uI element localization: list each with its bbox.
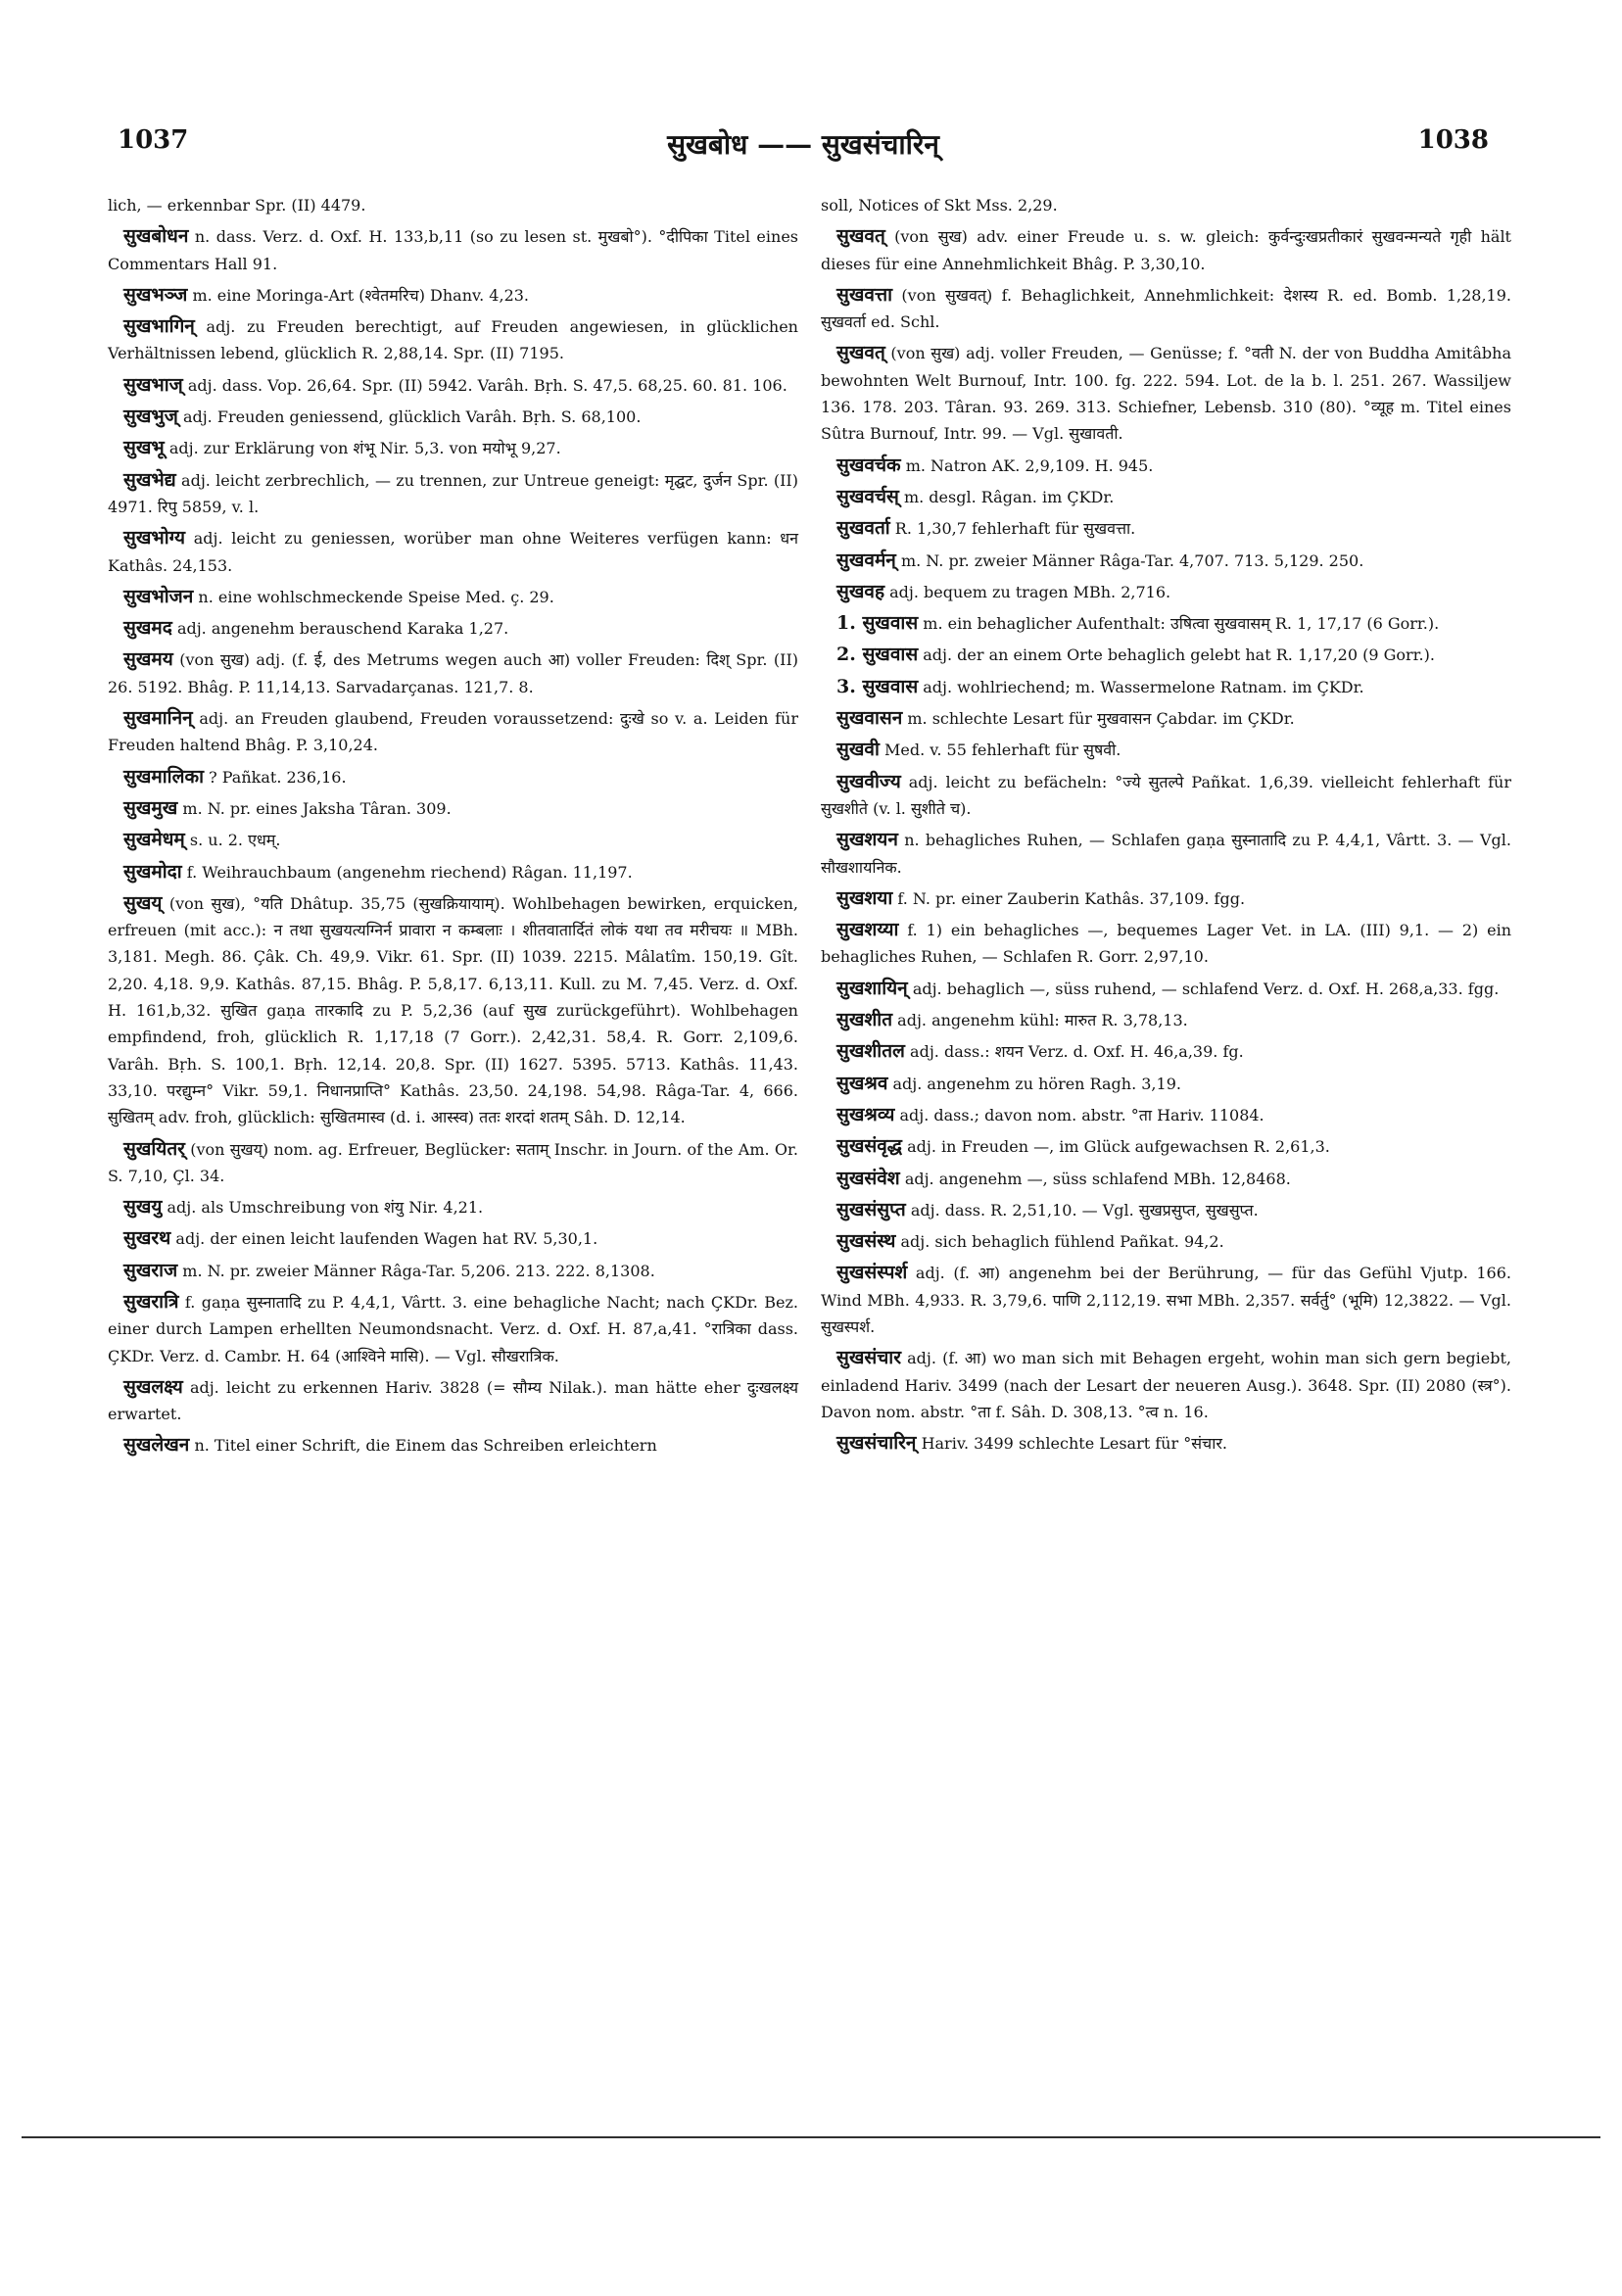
entry-text: adj. der einen leicht laufenden Wagen hat RV. 5,30,1. bbox=[175, 1229, 598, 1249]
dictionary-entry bbox=[108, 1289, 798, 1369]
entry-headword: सुखभोजन bbox=[123, 585, 194, 607]
dictionary-entry bbox=[821, 223, 1511, 277]
entry-headword: सुखभञ्ज bbox=[123, 283, 188, 306]
entry-text: adj. der an einem Orte behaglich gelebt hat R. 1,17,20 (9 Gorr.). bbox=[923, 646, 1435, 665]
entry-headword: सुखशयन bbox=[836, 829, 898, 851]
entry-text: adj. dass. R. 2,51,10. — Vgl. सुखप्रसुप्त, सुखसुप्त. bbox=[910, 1200, 1259, 1220]
entry-headword: सुखसंवृद्ध bbox=[836, 1135, 902, 1158]
dictionary-entry bbox=[108, 584, 798, 610]
entry-headword: सुखय् bbox=[123, 891, 163, 914]
entry-text: n. dass. Verz. d. Oxf. H. 133,b,11 (so zu lesen st. मुखबो°). °दीपिका Titel eines Commentars Hall 91. bbox=[108, 227, 799, 273]
entry-headword: सुखसंचार bbox=[836, 1347, 901, 1369]
dictionary-entry bbox=[821, 976, 1511, 1002]
entry-text: adj. (f. आ) wo man sich mit Behagen ergeht, wohin man sich gern begiebt, einladend Hariv. 3499 (nach der Lesart der neueren Ausg.). 3648. Spr. (II) 2080 (स्त्र°). Davon nom. abstr. °ता f. Sâh. D. 308,13. °त्व n. 16. bbox=[821, 1349, 1511, 1421]
entry-text: s. u. 2. एधम्. bbox=[189, 831, 281, 850]
dictionary-entry bbox=[821, 484, 1511, 510]
entry-text: adj. dass.: शयन Verz. d. Oxf. H. 46,a,39. fg. bbox=[910, 1042, 1244, 1062]
page-title: सुखबोध —— सुखसंचारिन् bbox=[667, 128, 939, 161]
entry-text: m. desgl. Râgan. im ÇKDr. bbox=[903, 487, 1115, 506]
entry-headword: सुखशीत bbox=[836, 1009, 893, 1031]
dictionary-entry bbox=[821, 515, 1511, 542]
left-column bbox=[108, 192, 798, 1464]
dictionary-entry bbox=[108, 404, 798, 430]
dictionary-entry bbox=[108, 615, 798, 642]
entry-headword: सुखवत् bbox=[836, 342, 885, 364]
dictionary-entry bbox=[108, 705, 798, 759]
dictionary-entry bbox=[821, 1166, 1511, 1192]
entry-text: f. Weihrauchbaum (angenehm riechend) Râgan. 11,197. bbox=[186, 862, 633, 882]
page-header bbox=[118, 125, 1489, 168]
entry-headword: सुखरात्रि bbox=[123, 1290, 179, 1313]
entry-headword: सुखशया bbox=[836, 886, 893, 909]
entry-text: Med. v. 55 fehlerhaft für सुषवी. bbox=[883, 741, 1121, 760]
entry-text: adj. angenehm kühl: मारुत R. 3,78,13. bbox=[897, 1011, 1188, 1030]
entry-text: R. 1,30,7 fehlerhaft für सुखवत्ता. bbox=[894, 519, 1136, 539]
dictionary-entry bbox=[821, 642, 1511, 668]
entry-text: m. Natron AK. 2,9,109. H. 945. bbox=[905, 455, 1154, 475]
entry-headword: सुखभाज् bbox=[123, 373, 183, 396]
entry-headword: सुखवत्ता bbox=[836, 283, 893, 306]
entry-headword: सुखवर्चस् bbox=[836, 485, 899, 507]
entry-headword: सुखभुज् bbox=[123, 406, 178, 428]
entry-text: n. eine wohlschmeckende Speise Med. ç. 29. bbox=[198, 587, 554, 606]
page-number-left: 1037 bbox=[118, 125, 189, 155]
entry-text: adj. leicht zu erkennen Hariv. 3828 (= सौम्य Nilak.). man hätte eher दुःखलक्ष्य erwartet. bbox=[108, 1377, 798, 1424]
entry-text: adj. Freuden geniessend, glücklich Varâh. Bṛh. S. 68,100. bbox=[182, 407, 642, 427]
entry-text: f. 1) ein behagliches —, bequemes Lager Vet. in LA. (III) 9,1. — 2) ein behagliches Ruhen, — Schlafen R. Gorr. 2,97,10. bbox=[821, 921, 1511, 967]
entry-headword: सुखमद bbox=[123, 617, 172, 640]
dictionary-entry bbox=[108, 764, 798, 790]
dictionary-entry bbox=[821, 579, 1511, 605]
entry-text: adj. zu Freuden berechtigt, auf Freuden angewiesen, in glücklichen Verhältnissen lebend, glücklich R. 2,88,14. Spr. (II) 7195. bbox=[108, 317, 798, 363]
dictionary-entry bbox=[821, 827, 1511, 881]
dictionary-entry bbox=[108, 1432, 798, 1459]
entry-headword: सुखराज bbox=[123, 1259, 178, 1281]
dictionary-entry bbox=[821, 610, 1511, 637]
dictionary-entry bbox=[821, 340, 1511, 447]
entry-text: soll, Notices of Skt Mss. 2,29. bbox=[821, 196, 1058, 215]
dictionary-entry bbox=[108, 435, 798, 461]
dictionary-entry bbox=[108, 372, 798, 399]
entry-headword: सुखभू bbox=[123, 437, 165, 459]
entry-text: m. eine Moringa-Art (श्वेतमरिच) Dhanv. 4,23. bbox=[192, 285, 530, 305]
dictionary-entry bbox=[821, 1430, 1511, 1457]
dictionary-entry bbox=[108, 1258, 798, 1284]
entry-headword: 3. सुखवास bbox=[836, 675, 919, 697]
entry-text: adj. (f. आ) angenehm bei der Berührung, — für das Gefühl Vjutp. 166. Wind MBh. 4,933. R. 3,79,6. पाणि 2,112,19. सभा MBh. 2,357. सर्वर्तु° (भूमि) 12,3822. — Vgl. सुखस्पर्श. bbox=[821, 1264, 1511, 1336]
entry-headword: सुखवह bbox=[836, 580, 885, 602]
entry-text: m. schlechte Lesart für मुखवासन Çabdar. im ÇKDr. bbox=[907, 709, 1295, 729]
entry-text: adj. wohlriechend; m. Wassermelone Ratnam. im ÇKDr. bbox=[923, 677, 1364, 696]
dictionary-entry bbox=[108, 1225, 798, 1252]
entry-text: adj. angenehm —, süss schlafend MBh. 12,8468. bbox=[904, 1169, 1291, 1188]
dictionary-entry bbox=[821, 885, 1511, 912]
dictionary-entry bbox=[821, 192, 1511, 218]
entry-text: adj. zur Erklärung von शंभू Nir. 5,3. von मयोभू 9,27. bbox=[168, 439, 561, 458]
entry-text: n. Titel einer Schrift, die Einem das Schreiben erleichtern bbox=[194, 1436, 657, 1456]
entry-headword: सुखमोदा bbox=[123, 860, 182, 883]
entry-headword: सुखलेखन bbox=[123, 1434, 190, 1457]
entry-headword: सुखसंसुप्त bbox=[836, 1198, 906, 1220]
entry-headword: सुखवर्चक bbox=[836, 454, 901, 476]
entry-headword: सुखरथ bbox=[123, 1227, 171, 1250]
entry-text: n. behagliches Ruhen, — Schlafen gaṇa सुस्नातादि zu P. 4,4,1, Vârtt. 3. — Vgl. सौखशायनिक. bbox=[821, 831, 1511, 877]
dictionary-entry bbox=[821, 1133, 1511, 1160]
entry-headword: सुखशय्या bbox=[836, 919, 899, 941]
entry-headword: सुखमानिन् bbox=[123, 707, 193, 730]
entry-headword: सुखवर्मन् bbox=[836, 549, 896, 571]
entry-text: f. N. pr. einer Zauberin Kathâs. 37,109. fgg. bbox=[897, 888, 1246, 908]
entry-text: lich, — erkennbar Spr. (II) 4479. bbox=[108, 196, 366, 215]
dictionary-entry bbox=[108, 223, 798, 277]
dictionary-entry bbox=[108, 282, 798, 309]
entry-headword: सुखलक्ष्य bbox=[123, 1375, 183, 1398]
entry-text: f. gaṇa सुस्नातादि zu P. 4,4,1, Vârtt. 3. eine behagliche Nacht; nach ÇKDr. Bez. einer durch Lampen erhellten Neumondsnacht. Verz. d. Oxf. H. 87,a,41. °रात्रिका dass. ÇKDr. Verz. d. Cambr. H. 64 (आश्विने मासि). — Vgl. सौखरात्रिक. bbox=[108, 1292, 798, 1365]
dictionary-entry bbox=[108, 1374, 798, 1428]
dictionary-entry bbox=[821, 737, 1511, 763]
dictionary-entry bbox=[821, 453, 1511, 479]
entry-text: adj. bequem zu tragen MBh. 2,716. bbox=[889, 582, 1171, 601]
entry-text: adj. dass. Vop. 26,64. Spr. (II) 5942. Varâh. Bṛh. S. 47,5. 68,25. 60. 81. 106. bbox=[187, 375, 787, 395]
entry-text: adj. angenehm berauschend Karaka 1,27. bbox=[176, 619, 509, 639]
entry-headword: सुखश्रव bbox=[836, 1072, 888, 1094]
dictionary-entry bbox=[108, 646, 798, 700]
entry-headword: सुखशायिन् bbox=[836, 977, 908, 999]
entry-text: (von सुखय्) nom. ag. Erfreuer, Beglücker: सताम् Inschr. in Journ. of the Am. Or. S. 7,10, Çl. 34. bbox=[108, 1139, 799, 1185]
page-number-right: 1038 bbox=[1417, 125, 1489, 155]
entry-headword: सुखमय bbox=[123, 648, 173, 671]
entry-text: (von सुख) adj. voller Freuden, — Genüsse; f. °वती N. der von Buddha Amitâbha bewohnten Welt Burnouf, Intr. 100. fg. 222. 594. Lot. de la b. l. 251. 267. Wassiljew 136. 178. 203. Târan. 93. 269. 313. Schiefner, Lebensb. 310 (80). °व्यूह m. Titel eines Sûtra Burnouf, Intr. 99. — Vgl. सुखावती. bbox=[821, 344, 1511, 444]
right-column bbox=[821, 192, 1511, 1461]
dictionary-entry bbox=[821, 1038, 1511, 1065]
entry-headword: सुखसंवेश bbox=[836, 1167, 900, 1189]
entry-text: adj. leicht zerbrechlich, — zu trennen, zur Untreue geneigt: मृद्घट, दुर्जन Spr. (II) 4971. रिपु 5859, v. l. bbox=[108, 470, 798, 516]
dictionary-entry bbox=[821, 917, 1511, 971]
entry-headword: सुखमालिका bbox=[123, 765, 204, 788]
dictionary-entry bbox=[821, 1102, 1511, 1128]
dictionary-entry bbox=[108, 467, 798, 521]
entry-headword: सुखमेधम् bbox=[123, 829, 185, 851]
entry-headword: सुखवासन bbox=[836, 707, 903, 730]
dictionary-entry bbox=[108, 795, 798, 822]
entry-headword: सुखमुख bbox=[123, 796, 178, 819]
entry-text: m. N. pr. eines Jaksha Târan. 309. bbox=[182, 798, 452, 818]
entry-text: (von सुखवत्) f. Behaglichkeit, Annehmlichkeit: देशस्य R. ed. Bomb. 1,28,19. सुखवर्ता ed. Schl. bbox=[821, 285, 1511, 332]
entry-text: adj. an Freuden glaubend, Freuden voraussetzend: दुःखे so v. a. Leiden für Freuden haltend Bhâg. P. 3,10,24. bbox=[108, 709, 798, 755]
entry-text: (von सुख), °यति Dhâtup. 35,75 (सुखक्रियायाम्). Wohlbehagen bewirken, erquicken, erfreuen (mit acc.): न तथा सुखयत्यग्निर्न प्रावारा न कम्बलाः । शीतवातार्दितं लोकं यथा तव मरीचयः ॥ MBh. 3,181. Megh. 86. Çâk. Ch. 49,9. Vikr. 61. Spr. (II) 1039. 2215. Mâlatîm. 150,19. Gît. 2,20. 4,18. 9,9. Kathâs. 87,15. Bhâg. P. 5,8,17. 6,13,11. Kull. zu M. 7,45. Verz. d. Oxf. H. 161,b,32. सुखित gaṇa तारकादि zu P. 5,2,36 (auf सुख zurückgeführt). Wohlbehagen empfindend, froh, glücklich R. 1,17,18 (7 Gorr.). 2,42,31. 58,4. R. Gorr. 2,109,6. Varâh. Bṛh. S. 100,1. Bṛh. 12,14. 20,8. Spr. (II) 1627. 5395. 5713. Kathâs. 11,43. 33,10. परद्युम्न° Vikr. 59,1. निधानप्राप्ति° Kathâs. 23,50. 24,198. 54,98. Râga-Tar. 4, 666. सुखितम् adv. froh, glücklich: सुखितमास्व (d. i. आस्स्व) ततः शरदां शतम् Sâh. D. 12,14. bbox=[108, 893, 798, 1127]
entry-headword: सुखसंस्पर्श bbox=[836, 1262, 908, 1284]
dictionary-entry bbox=[108, 1194, 798, 1220]
dictionary-entry bbox=[821, 674, 1511, 700]
dictionary-entry bbox=[821, 282, 1511, 336]
entry-text: m. N. pr. zweier Männer Râga-Tar. 4,707. 713. 5,129. 250. bbox=[900, 550, 1364, 570]
entry-text: adj. leicht zu geniessen, worüber man ohne Weiteres verfügen kann: धन Kathâs. 24,153. bbox=[108, 529, 798, 575]
dictionary-entry bbox=[108, 859, 798, 885]
entry-headword: सुखभोग्य bbox=[123, 527, 186, 550]
entry-headword: सुखयु bbox=[123, 1196, 163, 1219]
entry-text: Hariv. 3499 schlechte Lesart für °संचार. bbox=[921, 1434, 1227, 1454]
entry-text: adj. dass.; davon nom. abstr. °ता Hariv. 11084. bbox=[899, 1105, 1264, 1124]
dictionary-entry bbox=[108, 827, 798, 853]
dictionary-entry bbox=[108, 525, 798, 579]
entry-text: adj. in Freuden —, im Glück aufgewachsen R. 2,61,3. bbox=[907, 1137, 1330, 1157]
dictionary-entry bbox=[821, 1260, 1511, 1340]
entry-headword: सुखबोधन bbox=[123, 225, 189, 248]
entry-headword: सुखभागिन् bbox=[123, 315, 195, 338]
dictionary-entry bbox=[108, 192, 798, 218]
dictionary-entry bbox=[821, 769, 1511, 823]
entry-headword: 1. सुखवास bbox=[836, 612, 919, 635]
entry-text: ? Pañkat. 236,16. bbox=[209, 767, 347, 787]
dictionary-entry bbox=[108, 1136, 798, 1190]
dictionary-entry bbox=[821, 1071, 1511, 1097]
entry-text: adj. als Umschreibung von शंयु Nir. 4,21. bbox=[167, 1198, 484, 1218]
footer-rule bbox=[22, 2136, 1600, 2138]
entry-headword: सुखवीज्य bbox=[836, 770, 901, 792]
dictionary-entry bbox=[821, 1007, 1511, 1033]
dictionary-entry bbox=[108, 313, 798, 367]
entry-headword: सुखयितर् bbox=[123, 1137, 185, 1160]
entry-text: adj. sich behaglich fühlend Pañkat. 94,2. bbox=[900, 1232, 1224, 1252]
entry-text: adj. behaglich —, süss ruhend, — schlafend Verz. d. Oxf. H. 268,a,33. fgg. bbox=[912, 979, 1500, 998]
entry-headword: सुखवत् bbox=[836, 225, 885, 248]
dictionary-entry bbox=[821, 705, 1511, 732]
entry-text: (von सुख) adv. einer Freude u. s. w. gleich: कुर्वन्दुःखप्रतीकारं सुखवन्मन्यते गृही hält dieses für eine Annehmlichkeit Bhâg. P. 3,30,10. bbox=[821, 227, 1511, 273]
dictionary-entry bbox=[821, 1345, 1511, 1425]
entry-headword: सुखसंचारिन् bbox=[836, 1432, 917, 1455]
dictionary-entry bbox=[821, 1228, 1511, 1255]
entry-headword: सुखश्रव्य bbox=[836, 1103, 895, 1125]
dictionary-entry bbox=[821, 548, 1511, 574]
entry-headword: सुखभेद्य bbox=[123, 468, 176, 491]
entry-headword: सुखसंस्थ bbox=[836, 1230, 896, 1253]
entry-headword: सुखवी bbox=[836, 739, 880, 761]
entry-text: m. ein behaglicher Aufenthalt: उषित्वा सुखवासम् R. 1, 17,17 (6 Gorr.). bbox=[923, 614, 1440, 634]
entry-text: m. N. pr. zweier Männer Râga-Tar. 5,206. 213. 222. 8,1308. bbox=[182, 1261, 655, 1280]
entry-headword: 2. सुखवास bbox=[836, 644, 919, 666]
entry-headword: सुखवर्ता bbox=[836, 517, 890, 540]
dictionary-entry bbox=[108, 890, 798, 1131]
entry-headword: सुखशीतल bbox=[836, 1040, 905, 1063]
entry-text: (von सुख) adj. (f. ई, des Metrums wegen auch आ) voller Freuden: दिश् Spr. (II) 26. 5192. Bhâg. P. 11,14,13. Sarvadarçanas. 121,7. 8. bbox=[108, 650, 799, 696]
entry-text: adj. angenehm zu hören Ragh. 3,19. bbox=[892, 1074, 1181, 1093]
entry-text: adj. leicht zu befächeln: °ज्ये सुतल्पे Pañkat. 1,6,39. vielleicht fehlerhaft für सुखशीते (v. l. सुशीते च). bbox=[821, 772, 1511, 818]
dictionary-entry bbox=[821, 1197, 1511, 1223]
